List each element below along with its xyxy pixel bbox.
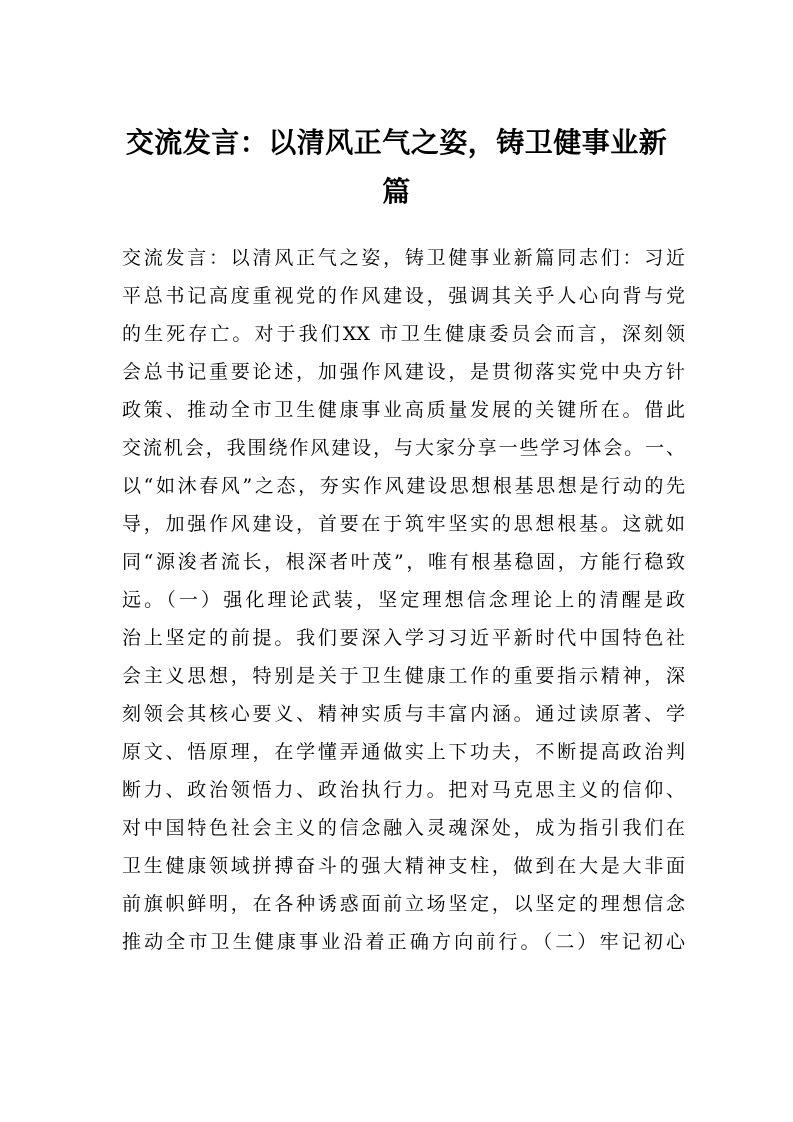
document-title-line-1: 交流发言：以清风正气之姿，铸卫健事业新 [125,126,668,159]
body-line-14: 原文、悟原理，在学懂弄通做实上下功夫，不断提高政治判 [122,741,685,763]
body-line-12: 会主义思想，特别是关于卫生健康工作的重要指示精神，深 [122,665,685,687]
document-title-line-2: 篇 [382,175,411,208]
body-line-10: 远。（一）强化理论武装，坚定理想信念理论上的清醒是政 [122,589,685,611]
body-line-1: 交流发言：以清风正气之姿，铸卫健事业新篇同志们：习近 [122,247,685,269]
body-line-19: 推动全市卫生健康事业沿着正确方向前行。（二）牢记初心 [122,931,685,953]
body-line-5: 政策、推动全市卫生健康事业高质量发展的关键所在。借此 [122,399,685,421]
body-line-3: 的生死存亡。对于我们XX 市卫生健康委员会而言，深刻领 [122,323,685,345]
body-line-6: 交流机会，我围绕作风建设，与大家分享一些学习体会。一、 [122,437,685,459]
body-line-17: 卫生健康领域拼搏奋斗的强大精神支柱，做到在大是大非面 [122,855,685,877]
body-line-13: 刻领会其核心要义、精神实质与丰富内涵。通过读原著、学 [122,703,685,725]
body-line-11: 治上坚定的前提。我们要深入学习习近平新时代中国特色社 [122,627,685,649]
body-line-15: 断力、政治领悟力、政治执行力。把对马克思主义的信仰、 [122,779,685,801]
body-line-7: 以“如沐春风”之态，夯实作风建设思想根基思想是行动的先 [122,475,685,497]
body-line-9: 同“源浚者流长，根深者叶茂”，唯有根基稳固，方能行稳致 [122,551,685,573]
body-line-18: 前旗帜鲜明，在各种诱惑面前立场坚定，以坚定的理想信念 [122,893,685,915]
body-line-8: 导，加强作风建设，首要在于筑牢坚实的思想根基。这就如 [122,513,685,535]
body-line-4: 会总书记重要论述，加强作风建设，是贯彻落实党中央方针 [122,361,685,383]
body-line-16: 对中国特色社会主义的信念融入灵魂深处，成为指引我们在 [122,817,685,839]
body-line-2: 平总书记高度重视党的作风建设，强调其关乎人心向背与党 [122,285,685,307]
